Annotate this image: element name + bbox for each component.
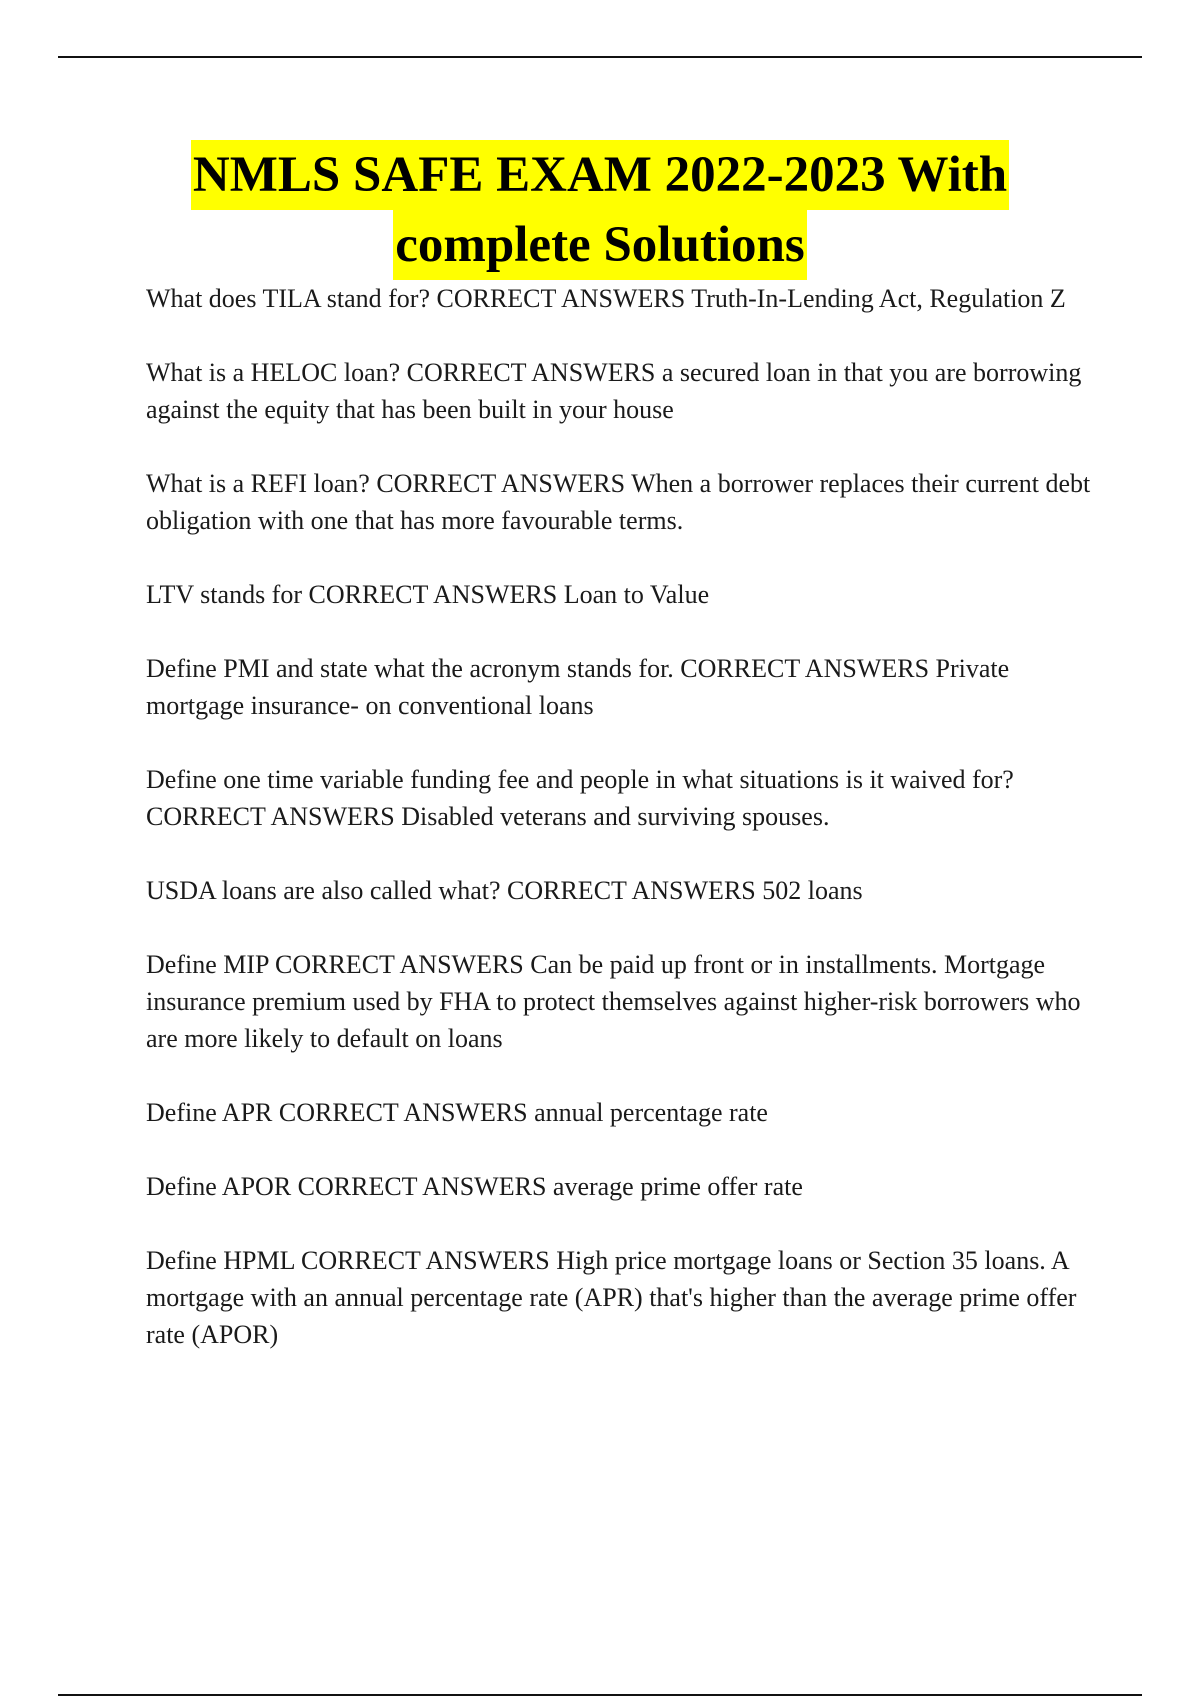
document-title: [0, 140, 1200, 280]
qa-item: Define HPML CORRECT ANSWERS High price mortgage loans or Section 35 loans. A mortgage with an annual percentage rate (APR) that's higher than the average prime offer rate (APOR): [146, 1246, 1077, 1349]
top-divider: [58, 56, 1142, 58]
title-line-1: NMLS SAFE EXAM 2022-2023 With: [191, 140, 1009, 210]
qa-item: Define one time variable funding fee and people in what situations is it waived for? CORRECT ANSWERS Disabled veterans and surviving spouses.: [146, 765, 1014, 831]
qa-list: [146, 280, 1096, 1390]
qa-item: Define APR CORRECT ANSWERS annual percentage rate: [146, 1098, 768, 1127]
bottom-divider: [58, 1694, 1142, 1696]
qa-item: USDA loans are also called what? CORRECT ANSWERS 502 loans: [146, 876, 863, 905]
qa-item: Define PMI and state what the acronym stands for. CORRECT ANSWERS Private mortgage insurance- on conventional loans: [146, 654, 1010, 720]
qa-item: Define MIP CORRECT ANSWERS Can be paid up front or in installments. Mortgage insurance premium used by FHA to protect themselves against higher-risk borrowers who are more likely to default on loans: [146, 950, 1081, 1053]
qa-item: What does TILA stand for? CORRECT ANSWERS Truth-In-Lending Act, Regulation Z: [146, 284, 1066, 313]
qa-item: LTV stands for CORRECT ANSWERS Loan to Value: [146, 580, 710, 609]
qa-item: What is a HELOC loan? CORRECT ANSWERS a secured loan in that you are borrowing against the equity that has been built in your house: [146, 358, 1082, 424]
qa-item: Define APOR CORRECT ANSWERS average prime offer rate: [146, 1172, 803, 1201]
qa-item: What is a REFI loan? CORRECT ANSWERS When a borrower replaces their current debt obligation with one that has more favourable terms.: [146, 469, 1091, 535]
title-line-2: complete Solutions: [393, 210, 806, 280]
